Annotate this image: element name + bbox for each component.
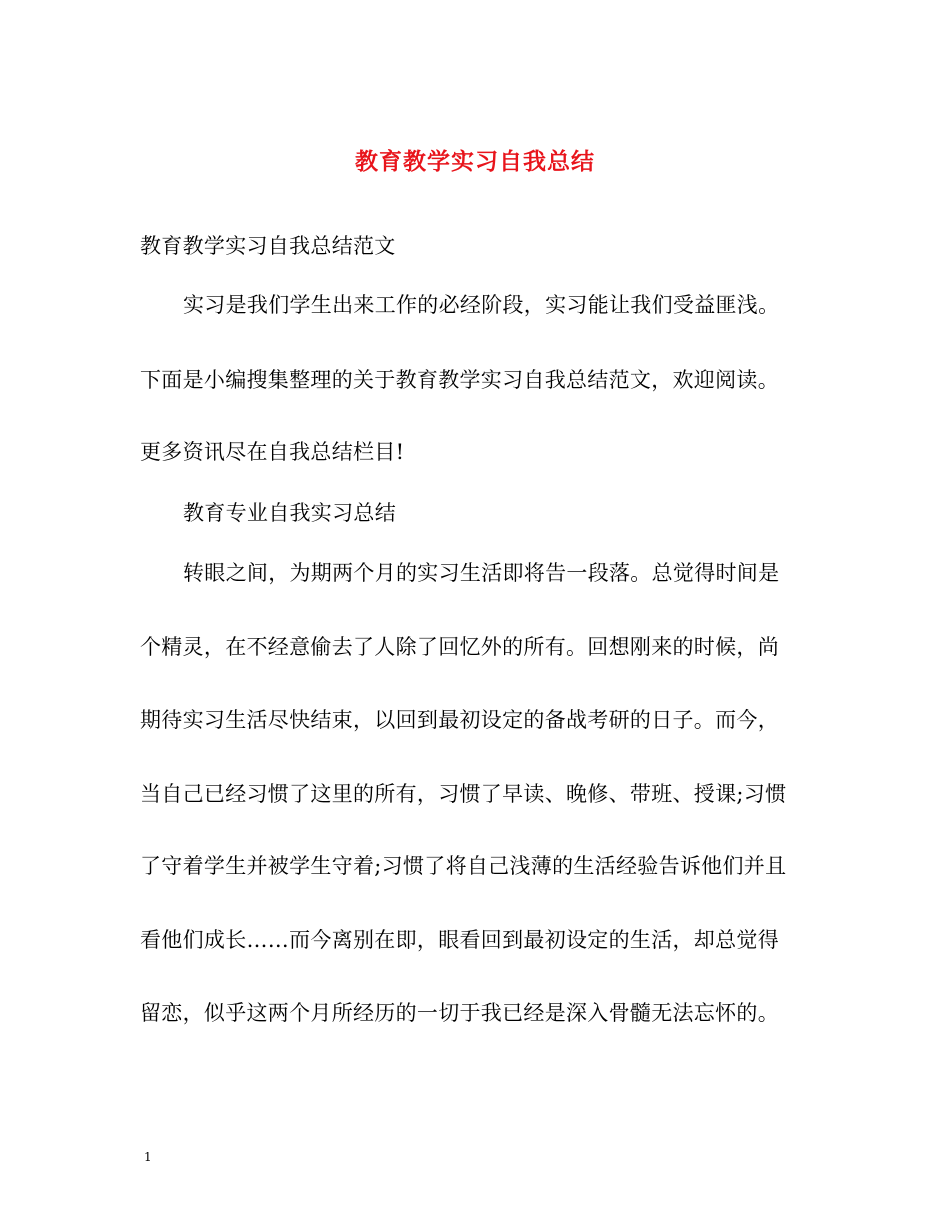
paragraph-line: 下面是小编搜集整理的关于教育教学实习自我总结范文，欢迎阅读。 [140, 368, 779, 392]
paragraph-line: 留恋，似乎这两个月所经历的一切于我已经是深入骨髓无法忘怀的。 [140, 1001, 779, 1025]
document-subtitle: 教育教学实习自我总结范文 [140, 234, 396, 258]
paragraph-line: 实习是我们学生出来工作的必经阶段，实习能让我们受益匪浅。 [183, 293, 780, 317]
paragraph-line: 转眼之间，为期两个月的实习生活即将告一段落。总觉得时间是 [183, 561, 780, 585]
page-number: 1 [144, 1150, 152, 1164]
paragraph-line: 更多资讯尽在自我总结栏目! [140, 440, 405, 464]
document-title: 教育教学实习自我总结 [355, 148, 595, 175]
paragraph-line: 了守着学生并被学生守着;习惯了将自己浅薄的生活经验告诉他们并且 [140, 854, 787, 878]
paragraph-line: 看他们成长……而今离别在即，眼看回到最初设定的生活，却总觉得 [140, 928, 779, 952]
paragraph-line: 个精灵，在不经意偷去了人除了回忆外的所有。回想刚来的时候，尚 [140, 635, 779, 659]
section-heading: 教育专业自我实习总结 [183, 501, 396, 525]
paragraph-line: 期待实习生活尽快结束，以回到最初设定的备战考研的日子。而今， [140, 708, 779, 732]
paragraph-line: 当自己已经习惯了这里的所有，习惯了早读、晚修、带班、授课;习惯 [140, 782, 787, 806]
